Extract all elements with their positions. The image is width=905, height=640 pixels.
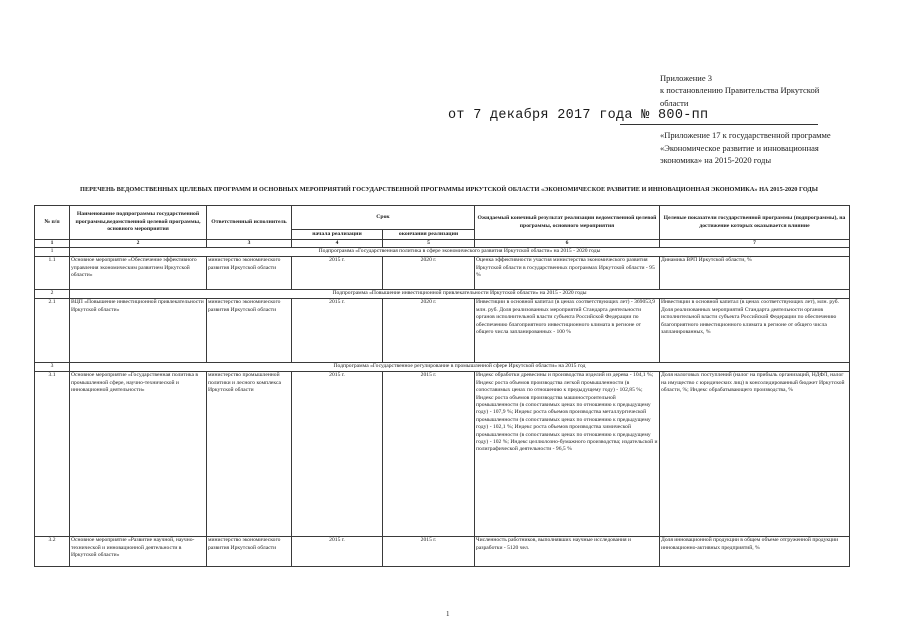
appendix-header bbox=[660, 72, 900, 109]
row-name: Основное мероприятие «Государственная политика в промышленной сфере, научно-технической и инновационной деятельности» bbox=[70, 372, 207, 537]
appendix-line: Приложение 3 bbox=[660, 73, 712, 83]
column-number: 4 bbox=[292, 240, 383, 248]
appendix-line: области bbox=[660, 97, 689, 108]
row-result: Оценка эффективности участия министерства экономического развития Иркутской области в государственных программах Иркутской области - 95 % bbox=[475, 257, 660, 290]
document-title: ПЕРЕЧЕНЬ ВЕДОМСТВЕННЫХ ЦЕЛЕВЫХ ПРОГРАММ И ОСНОВНЫХ МЕРОПРИЯТИЙ ГОСУДАРСТВЕННОЙ ПРОГРАММЫ ИРКУТСКОЙ ОБЛАСТИ «ЭКОНОМИЧЕСКОЕ РАЗВИТИЕ И ИННОВАЦИОННАЯ ЭКОНОМИКА» НА 2015-2020 ГОДЫ bbox=[80, 186, 818, 193]
row-indicators: Динамика ВРП Иркутской области, % bbox=[660, 257, 850, 290]
row-name: Основное мероприятие «Развитие научной, научно-технической и инновационной деятельности в Иркутской области» bbox=[70, 537, 207, 567]
column-number: 1 bbox=[35, 240, 70, 248]
page-number: 1 bbox=[446, 610, 450, 618]
row-start: 2015 г. bbox=[292, 257, 383, 290]
row-start: 2015 г. bbox=[292, 372, 383, 537]
row-num: 3.2 bbox=[35, 537, 70, 567]
decree-date-number: от 7 декабря 2017 года № 800-пп bbox=[448, 108, 709, 123]
col-header-executor: Ответственный исполнитель bbox=[207, 206, 292, 240]
row-end: 2020 г. bbox=[383, 299, 475, 363]
row-end: 2015 г. bbox=[383, 537, 475, 567]
column-number: 3 bbox=[207, 240, 292, 248]
row-num: 1.1 bbox=[35, 257, 70, 290]
row-start: 2015 г. bbox=[292, 299, 383, 363]
appendix-line: к постановлению Правительства Иркутской bbox=[660, 85, 820, 96]
column-number: 6 bbox=[475, 240, 660, 248]
decree-underline bbox=[620, 124, 818, 125]
row-result: Инвестиции в основной капитал (в ценах соответствующих лет) - 369053,9 млн. руб. Доля реализованных мероприятий Стандарта деятельности органов исполнительной власти субъекта Российской Федерации по обеспечению благоприятного инвестиционного климата в регионе от общего числа запланированных - 100 % bbox=[475, 299, 660, 363]
row-num: 2.1 bbox=[35, 299, 70, 363]
col-header-indicators: Целевые показатели государственной программы (подпрограммы), на достижение которых оказывается влияние bbox=[660, 206, 850, 240]
table-row bbox=[35, 299, 850, 363]
row-name: ВЦП «Повышение инвестиционной привлекательности Иркутской области» bbox=[70, 299, 207, 363]
col-header-result: Ожидаемый конечный результат реализации ведомственной целевой программы, основного мероприятия bbox=[475, 206, 660, 240]
subprogram-num: 1 bbox=[35, 248, 70, 257]
subprogram-title: Подпрограмма «Повышение инвестиционной привлекательности Иркутской области» на 2015 - 2020 годы bbox=[70, 290, 850, 299]
table-row bbox=[35, 257, 850, 290]
row-executor: министерство экономического развития Иркутской области bbox=[207, 257, 292, 290]
row-start: 2015 г. bbox=[292, 537, 383, 567]
column-number: 7 bbox=[660, 240, 850, 248]
row-name: Основное мероприятие «Обеспечение эффективного управления экономическим развитием Иркутской области» bbox=[70, 257, 207, 290]
column-number: 5 bbox=[383, 240, 475, 248]
row-indicators: Доля налоговых поступлений (налог на прибыль организаций, НДФЛ, налог на имущество с юридических лиц) в консолидированный бюджет Иркутской области, %; Индекс обрабатывающего производства, % bbox=[660, 372, 850, 537]
amendment-block bbox=[660, 129, 900, 167]
subprogram-title: Подпрограмма «Государственное регулирование в промышленной сфере Иркутской области» на 2015 год bbox=[70, 363, 850, 372]
subprogram-row bbox=[35, 363, 850, 372]
row-result: Индекс обработки древесины и производства изделий из дерева - 104,1 %; Индекс роста объемов производства легкой промышленности (в сопоставимых ценах по отношению к предыдущему году) - 102,85 %; Индекс роста объемов производства машиностроительной промышленности (в сопоставимых ценах по отношению к предыдущему году) - 107,9 %; Индекс роста объемов производства металлургической промышленности (в сопоставимых ценах по отношению к предыдущему году) - 102,1 %; Индекс роста объемов производства химической промышленности (в сопоставимых ценах по отношению к предыдущему году) - 102 %; Индекс целлюлозно-бумажного производства; издательской и полиграфической деятельности - 96,5 % bbox=[475, 372, 660, 537]
subprogram-title: Подпрограмма «Государственная политика в сфере экономического развития Иркутской области» на 2015 - 2020 годы bbox=[70, 248, 850, 257]
row-indicators: Доля инновационной продукции в общем объеме отгруженной продукции инновационно-активных предприятий, % bbox=[660, 537, 850, 567]
row-end: 2020 г. bbox=[383, 257, 475, 290]
column-number-row bbox=[35, 240, 850, 248]
column-number: 2 bbox=[70, 240, 207, 248]
row-indicators: Инвестиции в основной капитал (в ценах соответствующих лет), млн. руб. Доля реализованных мероприятий Стандарта деятельности органов исполнительной власти субъекта Российской Федерации по обеспечению благоприятного инвестиционного климата в регионе от общего числа запланированных, % bbox=[660, 299, 850, 363]
table-row bbox=[35, 372, 850, 537]
row-num: 3.1 bbox=[35, 372, 70, 537]
subprogram-num: 2 bbox=[35, 290, 70, 299]
programs-table bbox=[34, 205, 850, 567]
header-row bbox=[35, 206, 850, 230]
col-header-end: окончания реализации bbox=[383, 230, 475, 240]
amendment-line: «Приложение 17 к государственной программе bbox=[660, 130, 831, 140]
subprogram-num: 3 bbox=[35, 363, 70, 372]
row-executor: министерство экономического развития Иркутской области bbox=[207, 299, 292, 363]
subprogram-row bbox=[35, 290, 850, 299]
col-header-term: Срок bbox=[292, 206, 475, 230]
col-header-num: № п/п bbox=[35, 206, 70, 240]
row-end: 2015 г. bbox=[383, 372, 475, 537]
row-executor: министерство промышленной политики и лесного комплекса Иркутской области bbox=[207, 372, 292, 537]
row-executor: министерство экономического развития Иркутской области bbox=[207, 537, 292, 567]
amendment-line: «Экономическое развитие и инновационная bbox=[660, 142, 819, 153]
amendment-line: экономика» на 2015-2020 годы bbox=[660, 155, 772, 166]
subprogram-row bbox=[35, 248, 850, 257]
row-result: Численность работников, выполнявших научные исследования и разработки - 5120 чел. bbox=[475, 537, 660, 567]
table-row bbox=[35, 537, 850, 567]
col-header-start: начала реализации bbox=[292, 230, 383, 240]
col-header-name: Наименование подпрограммы государственной программы,ведомственной целевой программы, основного мероприятия bbox=[70, 206, 207, 240]
